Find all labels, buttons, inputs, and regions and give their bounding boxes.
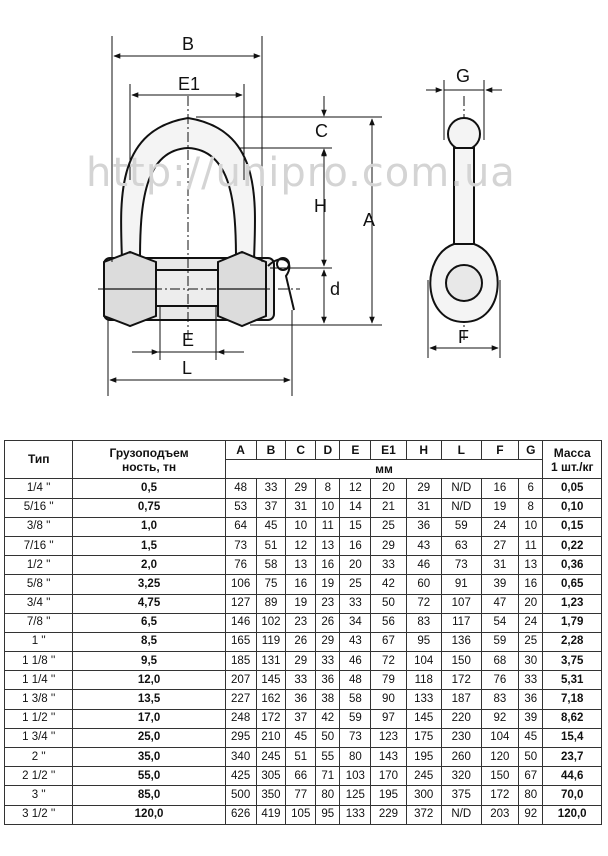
cell-dimension: 73 xyxy=(225,536,256,555)
cell-dimension: 42 xyxy=(316,709,340,728)
cell-dimension: 19 xyxy=(316,575,340,594)
cell-dimension: 626 xyxy=(225,805,256,824)
cell-dimension: 39 xyxy=(519,709,543,728)
cell-dimension: 48 xyxy=(340,671,371,690)
cell-dimension: 60 xyxy=(406,575,441,594)
cell-load: 17,0 xyxy=(73,709,225,728)
header-mass-line2: 1 шт./кг xyxy=(550,459,594,474)
cell-dimension: 59 xyxy=(441,517,481,536)
cell-type: 2 '' xyxy=(5,748,73,767)
specs-table xyxy=(4,440,602,825)
cell-dimension: 92 xyxy=(519,805,543,824)
cell-load: 120,0 xyxy=(73,805,225,824)
cell-load: 0,75 xyxy=(73,498,225,517)
header-mass-line1: Масса xyxy=(553,445,591,460)
cell-type: 1/2 '' xyxy=(5,556,73,575)
cell-dimension: 175 xyxy=(406,728,441,747)
cell-dimension: 300 xyxy=(406,786,441,805)
cell-dimension: 24 xyxy=(519,613,543,632)
cell-dimension: 29 xyxy=(316,632,340,651)
cell-dimension: 38 xyxy=(316,690,340,709)
header-unit: мм xyxy=(225,460,543,479)
cell-dimension: 260 xyxy=(441,748,481,767)
cell-mass: 70,0 xyxy=(543,786,602,805)
cell-dimension: 31 xyxy=(406,498,441,517)
cell-dimension: 50 xyxy=(371,594,406,613)
cell-mass: 5,31 xyxy=(543,671,602,690)
cell-dimension: 95 xyxy=(316,805,340,824)
cell-dimension: 170 xyxy=(371,767,406,786)
cell-dimension: 136 xyxy=(441,632,481,651)
cell-type: 3/8 '' xyxy=(5,517,73,536)
cell-dimension: 83 xyxy=(481,690,519,709)
cell-load: 12,0 xyxy=(73,671,225,690)
cell-dimension: 72 xyxy=(371,652,406,671)
table-row xyxy=(5,767,602,786)
label-b: B xyxy=(182,34,195,54)
cell-dimension: 162 xyxy=(256,690,286,709)
cell-dimension: 8 xyxy=(316,479,340,498)
cell-dimension: 104 xyxy=(406,652,441,671)
header-dim: E xyxy=(340,441,371,460)
cell-load: 8,5 xyxy=(73,632,225,651)
cell-dimension: 125 xyxy=(340,786,371,805)
cell-dimension: 97 xyxy=(371,709,406,728)
cell-dimension: 185 xyxy=(225,652,256,671)
cell-dimension: 172 xyxy=(441,671,481,690)
cell-mass: 7,18 xyxy=(543,690,602,709)
cell-dimension: 20 xyxy=(519,594,543,613)
cell-dimension: 36 xyxy=(286,690,316,709)
cell-dimension: 76 xyxy=(481,671,519,690)
cell-type: 1 '' xyxy=(5,632,73,651)
table-row xyxy=(5,671,602,690)
cell-dimension: 27 xyxy=(481,536,519,555)
cell-dimension: 50 xyxy=(316,728,340,747)
cell-mass: 15,4 xyxy=(543,728,602,747)
cell-load: 2,0 xyxy=(73,556,225,575)
cell-dimension: 73 xyxy=(340,728,371,747)
cell-dimension: 12 xyxy=(340,479,371,498)
cell-dimension: 419 xyxy=(256,805,286,824)
cell-dimension: 25 xyxy=(340,575,371,594)
cell-dimension: 133 xyxy=(406,690,441,709)
cell-dimension: 104 xyxy=(481,728,519,747)
cell-dimension: 92 xyxy=(481,709,519,728)
cell-type: 3/4 '' xyxy=(5,594,73,613)
cell-dimension: 77 xyxy=(286,786,316,805)
table-row xyxy=(5,536,602,555)
table-header-row xyxy=(5,441,602,460)
cell-dimension: 20 xyxy=(340,556,371,575)
cell-type: 1 1/8 '' xyxy=(5,652,73,671)
cell-dimension: 145 xyxy=(256,671,286,690)
cell-dimension: 30 xyxy=(519,652,543,671)
cell-dimension: 23 xyxy=(286,613,316,632)
table-row xyxy=(5,786,602,805)
cell-dimension: 6 xyxy=(519,479,543,498)
cell-dimension: 117 xyxy=(441,613,481,632)
cell-dimension: 8 xyxy=(519,498,543,517)
cell-dimension: 103 xyxy=(340,767,371,786)
cell-dimension: 320 xyxy=(441,767,481,786)
cell-load: 4,75 xyxy=(73,594,225,613)
cell-dimension: 10 xyxy=(316,498,340,517)
table-row xyxy=(5,479,602,498)
cell-type: 1/4 '' xyxy=(5,479,73,498)
cell-load: 0,5 xyxy=(73,479,225,498)
label-e: E xyxy=(182,330,195,350)
cell-dimension: 146 xyxy=(225,613,256,632)
cell-dimension: 21 xyxy=(371,498,406,517)
cell-dimension: 33 xyxy=(340,594,371,613)
cell-dimension: 51 xyxy=(286,748,316,767)
cell-dimension: 63 xyxy=(441,536,481,555)
header-load-line1: Грузоподъем xyxy=(109,445,189,460)
cell-mass: 44,6 xyxy=(543,767,602,786)
cell-dimension: 305 xyxy=(256,767,286,786)
cell-type: 1 1/2 '' xyxy=(5,709,73,728)
cell-load: 1,0 xyxy=(73,517,225,536)
label-a: A xyxy=(363,210,376,230)
cell-dimension: 19 xyxy=(286,594,316,613)
cell-dimension: 33 xyxy=(286,671,316,690)
cell-mass: 1,79 xyxy=(543,613,602,632)
cell-dimension: 46 xyxy=(406,556,441,575)
cell-dimension: 229 xyxy=(371,805,406,824)
cell-dimension: 79 xyxy=(371,671,406,690)
cell-type: 5/16 '' xyxy=(5,498,73,517)
cell-type: 1 3/8 '' xyxy=(5,690,73,709)
cell-dimension: 207 xyxy=(225,671,256,690)
cell-dimension: 90 xyxy=(371,690,406,709)
cell-dimension: 10 xyxy=(519,517,543,536)
cell-dimension: 220 xyxy=(441,709,481,728)
cell-dimension: 56 xyxy=(371,613,406,632)
cell-dimension: 203 xyxy=(481,805,519,824)
label-l: L xyxy=(182,358,193,378)
cell-dimension: 16 xyxy=(481,479,519,498)
cell-dimension: 187 xyxy=(441,690,481,709)
cell-dimension: 16 xyxy=(519,575,543,594)
header-dim: B xyxy=(256,441,286,460)
cell-dimension: 11 xyxy=(316,517,340,536)
table-row xyxy=(5,594,602,613)
table-row xyxy=(5,498,602,517)
cell-dimension: 29 xyxy=(371,536,406,555)
cell-dimension: 15 xyxy=(340,517,371,536)
cell-dimension: 23 xyxy=(316,594,340,613)
cell-dimension: 107 xyxy=(441,594,481,613)
cell-dimension: 105 xyxy=(286,805,316,824)
cell-dimension: 143 xyxy=(371,748,406,767)
cell-load: 55,0 xyxy=(73,767,225,786)
cell-dimension: 375 xyxy=(441,786,481,805)
header-dim: D xyxy=(316,441,340,460)
cell-dimension: 172 xyxy=(481,786,519,805)
table-row xyxy=(5,728,602,747)
cell-dimension: 425 xyxy=(225,767,256,786)
cell-mass: 3,75 xyxy=(543,652,602,671)
cell-dimension: 25 xyxy=(519,632,543,651)
cell-dimension: 64 xyxy=(225,517,256,536)
cell-dimension: 89 xyxy=(256,594,286,613)
cell-dimension: 227 xyxy=(225,690,256,709)
cell-dimension: 33 xyxy=(316,652,340,671)
cell-dimension: 54 xyxy=(481,613,519,632)
cell-dimension: 39 xyxy=(481,575,519,594)
cell-mass: 120,0 xyxy=(543,805,602,824)
header-load xyxy=(73,441,225,479)
cell-type: 1 1/4 '' xyxy=(5,671,73,690)
cell-dimension: 19 xyxy=(481,498,519,517)
cell-dimension: 26 xyxy=(316,613,340,632)
cell-dimension: 72 xyxy=(406,594,441,613)
table-body xyxy=(5,479,602,824)
header-dim: L xyxy=(441,441,481,460)
cell-dimension: 13 xyxy=(316,536,340,555)
cell-dimension: 48 xyxy=(225,479,256,498)
cell-dimension: 47 xyxy=(481,594,519,613)
cell-dimension: 36 xyxy=(519,690,543,709)
cell-dimension: 210 xyxy=(256,728,286,747)
cell-dimension: 55 xyxy=(316,748,340,767)
cell-dimension: 34 xyxy=(340,613,371,632)
cell-dimension: 340 xyxy=(225,748,256,767)
cell-dimension: 350 xyxy=(256,786,286,805)
cell-dimension: 12 xyxy=(286,536,316,555)
cell-dimension: 131 xyxy=(256,652,286,671)
label-c: C xyxy=(315,121,328,141)
cell-dimension: 73 xyxy=(441,556,481,575)
cell-mass: 0,05 xyxy=(543,479,602,498)
cell-dimension: 37 xyxy=(256,498,286,517)
cell-dimension: 118 xyxy=(406,671,441,690)
cell-dimension: 11 xyxy=(519,536,543,555)
cell-dimension: 67 xyxy=(371,632,406,651)
table-row xyxy=(5,652,602,671)
cell-mass: 1,23 xyxy=(543,594,602,613)
cell-dimension: 172 xyxy=(256,709,286,728)
cell-type: 7/8 '' xyxy=(5,613,73,632)
cell-type: 5/8 '' xyxy=(5,575,73,594)
cell-dimension: 195 xyxy=(371,786,406,805)
table-row xyxy=(5,748,602,767)
cell-dimension: 45 xyxy=(256,517,286,536)
cell-dimension: 133 xyxy=(340,805,371,824)
cell-load: 85,0 xyxy=(73,786,225,805)
cell-dimension: 26 xyxy=(286,632,316,651)
cell-mass: 0,15 xyxy=(543,517,602,536)
cell-dimension: 68 xyxy=(481,652,519,671)
cell-dimension: 14 xyxy=(340,498,371,517)
cell-dimension: 80 xyxy=(340,748,371,767)
shackle-side-view xyxy=(430,118,497,322)
cell-type: 7/16 '' xyxy=(5,536,73,555)
cell-dimension: 150 xyxy=(481,767,519,786)
cell-dimension: 13 xyxy=(519,556,543,575)
cell-dimension: N/D xyxy=(441,498,481,517)
cell-mass: 0,10 xyxy=(543,498,602,517)
cell-load: 6,5 xyxy=(73,613,225,632)
header-dim: C xyxy=(286,441,316,460)
cell-type: 3 1/2 '' xyxy=(5,805,73,824)
cell-dimension: 295 xyxy=(225,728,256,747)
cell-dimension: 80 xyxy=(519,786,543,805)
cell-dimension: 67 xyxy=(519,767,543,786)
cell-dimension: 45 xyxy=(519,728,543,747)
cell-dimension: 29 xyxy=(286,652,316,671)
cell-mass: 8,62 xyxy=(543,709,602,728)
cell-dimension: 58 xyxy=(256,556,286,575)
cell-dimension: 33 xyxy=(256,479,286,498)
cell-dimension: 127 xyxy=(225,594,256,613)
table-row xyxy=(5,805,602,824)
table-row xyxy=(5,632,602,651)
table-row xyxy=(5,709,602,728)
cell-dimension: 95 xyxy=(406,632,441,651)
cell-load: 3,25 xyxy=(73,575,225,594)
label-f: F xyxy=(458,327,469,347)
cell-mass: 0,36 xyxy=(543,556,602,575)
header-dim: H xyxy=(406,441,441,460)
cell-dimension: 20 xyxy=(371,479,406,498)
cell-dimension: 31 xyxy=(481,556,519,575)
cell-dimension: 245 xyxy=(406,767,441,786)
cell-load: 35,0 xyxy=(73,748,225,767)
cell-dimension: 46 xyxy=(340,652,371,671)
header-mass xyxy=(543,441,602,479)
cell-dimension: N/D xyxy=(441,805,481,824)
cell-mass: 2,28 xyxy=(543,632,602,651)
header-load-line2: ность, тн xyxy=(121,459,177,474)
cell-dimension: 13 xyxy=(286,556,316,575)
table-row xyxy=(5,690,602,709)
table-row xyxy=(5,556,602,575)
label-g: G xyxy=(456,66,471,86)
cell-dimension: 36 xyxy=(316,671,340,690)
cell-dimension: 71 xyxy=(316,767,340,786)
cell-dimension: 53 xyxy=(225,498,256,517)
cell-load: 9,5 xyxy=(73,652,225,671)
cell-dimension: 66 xyxy=(286,767,316,786)
cell-dimension: 145 xyxy=(406,709,441,728)
table-row xyxy=(5,575,602,594)
cell-dimension: 16 xyxy=(340,536,371,555)
cell-dimension: 51 xyxy=(256,536,286,555)
cell-load: 13,5 xyxy=(73,690,225,709)
label-e1: E1 xyxy=(178,74,201,94)
cell-type: 2 1/2 '' xyxy=(5,767,73,786)
cell-dimension: 245 xyxy=(256,748,286,767)
cell-dimension: 75 xyxy=(256,575,286,594)
cell-dimension: 29 xyxy=(406,479,441,498)
cell-dimension: 36 xyxy=(406,517,441,536)
label-h: H xyxy=(314,196,327,216)
cell-dimension: 248 xyxy=(225,709,256,728)
header-type: Тип xyxy=(5,441,73,479)
cell-dimension: 123 xyxy=(371,728,406,747)
cell-dimension: 33 xyxy=(519,671,543,690)
cell-dimension: 33 xyxy=(371,556,406,575)
cell-dimension: 80 xyxy=(316,786,340,805)
cell-dimension: N/D xyxy=(441,479,481,498)
cell-type: 3 '' xyxy=(5,786,73,805)
label-d: d xyxy=(330,279,341,299)
cell-dimension: 24 xyxy=(481,517,519,536)
cell-dimension: 119 xyxy=(256,632,286,651)
header-dim: E1 xyxy=(371,441,406,460)
cell-dimension: 10 xyxy=(286,517,316,536)
table-row xyxy=(5,517,602,536)
cell-load: 25,0 xyxy=(73,728,225,747)
cell-dimension: 195 xyxy=(406,748,441,767)
cell-type: 1 3/4 '' xyxy=(5,728,73,747)
cell-dimension: 58 xyxy=(340,690,371,709)
cell-dimension: 165 xyxy=(225,632,256,651)
cell-dimension: 91 xyxy=(441,575,481,594)
cell-dimension: 59 xyxy=(340,709,371,728)
cell-dimension: 102 xyxy=(256,613,286,632)
cell-dimension: 42 xyxy=(371,575,406,594)
cell-mass: 23,7 xyxy=(543,748,602,767)
cell-dimension: 230 xyxy=(441,728,481,747)
cell-mass: 0,22 xyxy=(543,536,602,555)
cell-dimension: 43 xyxy=(406,536,441,555)
cell-dimension: 31 xyxy=(286,498,316,517)
cell-dimension: 25 xyxy=(371,517,406,536)
cell-dimension: 59 xyxy=(481,632,519,651)
cell-dimension: 120 xyxy=(481,748,519,767)
cell-dimension: 50 xyxy=(519,748,543,767)
cell-dimension: 76 xyxy=(225,556,256,575)
cell-load: 1,5 xyxy=(73,536,225,555)
header-dim: G xyxy=(519,441,543,460)
cell-dimension: 16 xyxy=(316,556,340,575)
header-dim: A xyxy=(225,441,256,460)
cell-dimension: 45 xyxy=(286,728,316,747)
cell-dimension: 83 xyxy=(406,613,441,632)
cell-dimension: 43 xyxy=(340,632,371,651)
cell-dimension: 16 xyxy=(286,575,316,594)
cell-dimension: 150 xyxy=(441,652,481,671)
watermark: http://unipro.com.ua xyxy=(86,150,516,196)
cell-mass: 0,65 xyxy=(543,575,602,594)
cell-dimension: 29 xyxy=(286,479,316,498)
cell-dimension: 500 xyxy=(225,786,256,805)
table-row xyxy=(5,613,602,632)
header-dim: F xyxy=(481,441,519,460)
cell-dimension: 372 xyxy=(406,805,441,824)
cell-dimension: 106 xyxy=(225,575,256,594)
cell-dimension: 37 xyxy=(286,709,316,728)
